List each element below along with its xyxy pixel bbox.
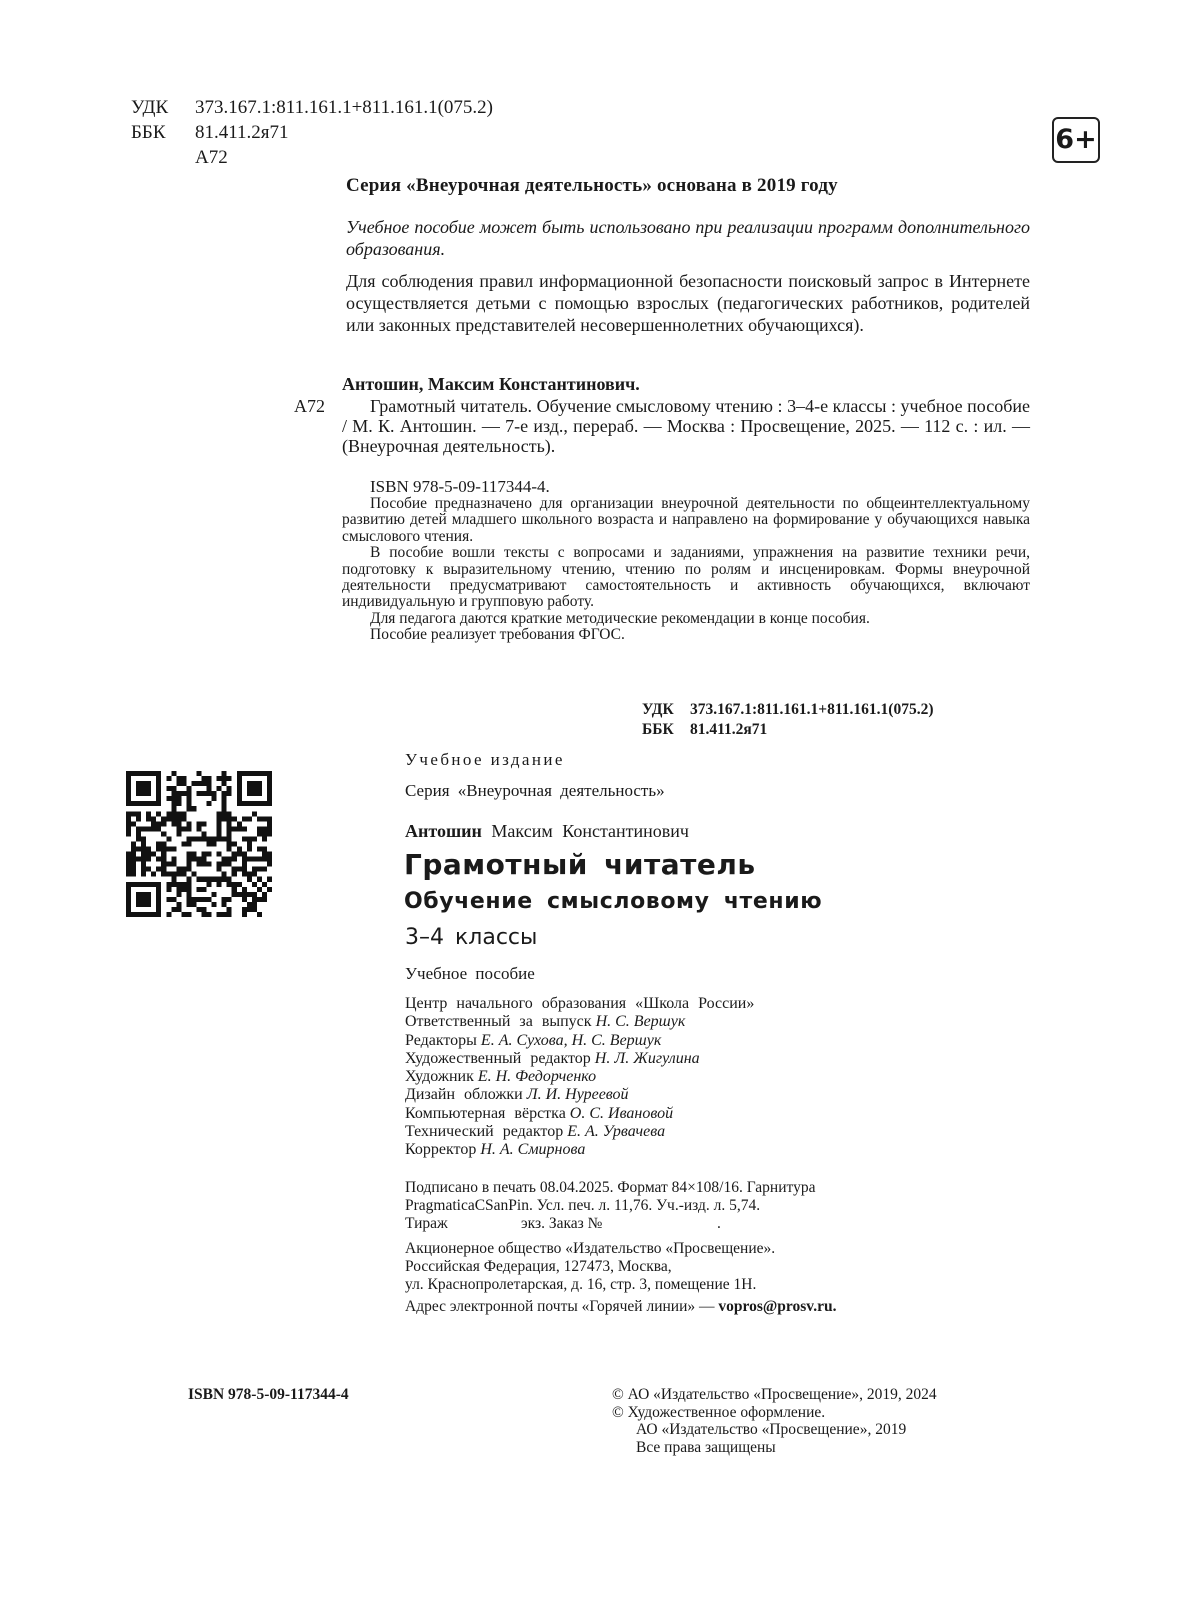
credit-role: Дизайн обложки — [405, 1086, 523, 1104]
catalog-bibliographic-description: Грамотный читатель. Обучение смысловому чтению : 3–4-е классы : учебное пособие / М. К. Антошин. — 7-е изд., перераб. — Москва : Просвещение, 2025. — 112 с. : ил. — (Внеурочная деятельность). — [342, 396, 1030, 456]
credit-row — [405, 1032, 754, 1050]
credit-name: Л. И. Нуреевой — [526, 1086, 629, 1104]
author-names: Максим Константинович — [491, 821, 689, 841]
credit-row — [405, 1123, 754, 1141]
credit-role: Ответственный за выпуск — [405, 1013, 592, 1031]
print-details — [405, 1179, 815, 1233]
catalog-udk-line — [642, 700, 933, 720]
udk-line — [131, 95, 493, 120]
print-copies-label: экз. Заказ № — [521, 1215, 603, 1232]
author-surname: Антошин — [405, 821, 482, 841]
credit-row — [405, 1141, 754, 1159]
credit-role: Технический редактор — [405, 1123, 564, 1141]
email-value[interactable]: vopros@prosv.ru. — [718, 1298, 837, 1315]
credit-role: Редакторы — [405, 1031, 477, 1049]
catalog-bbk-label: ББК — [642, 721, 674, 738]
copyright-block — [612, 1386, 937, 1456]
publisher-line: Акционерное общество «Издательство «Просвещение». — [405, 1240, 776, 1257]
udk-value: 373.167.1:811.161.1+811.161.1(075.2) — [195, 97, 493, 118]
catalog-classification — [642, 700, 933, 740]
bbk-label: ББК — [131, 122, 166, 143]
publisher-line: Российская Федерация, 127473, Москва, — [405, 1258, 672, 1275]
credit-row — [405, 1050, 754, 1068]
print-run-line — [405, 1215, 815, 1233]
book-grades: 3–4 классы — [405, 925, 538, 950]
catalog-isbn: ISBN 978-5-09-117344-4. — [370, 477, 550, 496]
safety-note: Для соблюдения правил информационной безопасности поисковый запрос в Интернете осуществляется детьми с помощью взрослых (педагогических работников, родителей или законных представителей несовершеннолетних обучающихся). — [346, 271, 1030, 335]
catalog-udk-label: УДК — [642, 701, 674, 718]
catalog-bbk-value: 81.411.2я71 — [690, 721, 768, 738]
credit-row — [405, 995, 754, 1013]
credit-name: Е. Н. Федорченко — [477, 1068, 597, 1086]
credit-name: О. С. Ивановой — [569, 1104, 674, 1122]
book-type: Учебное пособие — [405, 964, 535, 983]
catalog-abstract — [342, 496, 1030, 644]
bbk-line — [131, 120, 493, 145]
copyright-line: © АО «Издательство «Просвещение», 2019, 2024 — [612, 1386, 937, 1403]
credit-name: Н. А. Смирнова — [480, 1141, 586, 1159]
catalog-udk-value: 373.167.1:811.161.1+811.161.1(075.2) — [690, 701, 934, 718]
credit-role: Компьютерная вёрстка — [405, 1104, 566, 1122]
book-subtitle: Обучение смысловому чтению — [404, 889, 823, 914]
credit-name: Н. Л. Жигулина — [594, 1049, 700, 1067]
print-line: PragmaticaCSanPin. Усл. печ. л. 11,76. Уч.-изд. л. 5,74. — [405, 1197, 761, 1214]
imprint-author — [405, 821, 689, 842]
bbk-value: 81.411.2я71 — [195, 122, 289, 143]
credit-row — [405, 1086, 754, 1104]
credit-row — [405, 1013, 754, 1031]
credit-name: Н. С. Вершук — [595, 1013, 686, 1031]
footer-isbn: ISBN 978-5-09-117344-4 — [188, 1386, 349, 1403]
hotline-email — [405, 1298, 836, 1316]
credit-role: Художественный редактор — [405, 1049, 591, 1067]
abstract-paragraph: Для педагога даются краткие методические рекомендации в конце пособия. — [370, 609, 870, 627]
catalog-author-heading: Антошин, Максим Константинович. — [342, 374, 640, 394]
copyright-line: © Художественное оформление. — [612, 1403, 826, 1421]
print-run-label: Тираж — [405, 1215, 448, 1232]
abstract-paragraph: В пособие вошли тексты с вопросами и заданиями, упражнения на развитие техники речи, подготовку к выразительному чтению, чтению по ролям и инсценировкам. Формы внеурочной деятельности предусматривают самостоятельность и активность обучающихся, включают индивидуальную и групповую работу. — [342, 544, 1030, 611]
imprint-series: Серия «Внеурочная деятельность» — [405, 781, 665, 800]
publisher-line: ул. Краснопролетарская, д. 16, стр. 3, помещение 1Н. — [405, 1276, 757, 1293]
qr-code-icon[interactable] — [126, 771, 272, 917]
age-rating-badge: 6+ — [1052, 117, 1100, 163]
print-line: Подписано в печать 08.04.2025. Формат 84×108/16. Гарнитура — [405, 1179, 816, 1196]
abstract-paragraph: Пособие предназначено для организации внеурочной деятельности по общеинтеллектуальному развитию детей младшего школьного возраста и направлено на формирование у обучающихся навыка смыслового чтения. — [342, 495, 1030, 545]
credit-row — [405, 1105, 754, 1123]
credit-name: Е. А. Урвачева — [567, 1123, 666, 1141]
author-mark: А72 — [195, 147, 228, 168]
abstract-paragraph: Пособие реализует требования ФГОС. — [370, 626, 625, 644]
credits-list — [405, 995, 754, 1160]
book-title: Грамотный читатель — [404, 848, 756, 881]
credit-name: Е. А. Сухова, Н. С. Вершук — [480, 1031, 662, 1049]
print-end: . — [717, 1215, 721, 1232]
edition-type: Учебное издание — [405, 750, 565, 769]
copyright-line: АО «Издательство «Просвещение», 2019 — [636, 1421, 907, 1438]
usage-note: Учебное пособие может быть использовано при реализации программ дополнительного образования. — [346, 217, 1030, 259]
catalog-author-mark: А72 — [294, 396, 325, 416]
credit-role: Корректор — [405, 1141, 477, 1159]
series-founded: Серия «Внеурочная деятельность» основана в 2019 году — [346, 175, 838, 196]
credit-role: Центр начального образования «Школа России» — [405, 995, 755, 1012]
copyright-line: Все права защищены — [636, 1438, 776, 1456]
email-label: Адрес электронной почты «Горячей линии» — — [405, 1298, 715, 1315]
catalog-bbk-line — [642, 720, 933, 740]
classification-header — [131, 95, 493, 170]
udk-label: УДК — [131, 97, 169, 118]
publisher-address — [405, 1240, 775, 1294]
credit-row — [405, 1068, 754, 1086]
credit-role: Художник — [405, 1068, 474, 1086]
